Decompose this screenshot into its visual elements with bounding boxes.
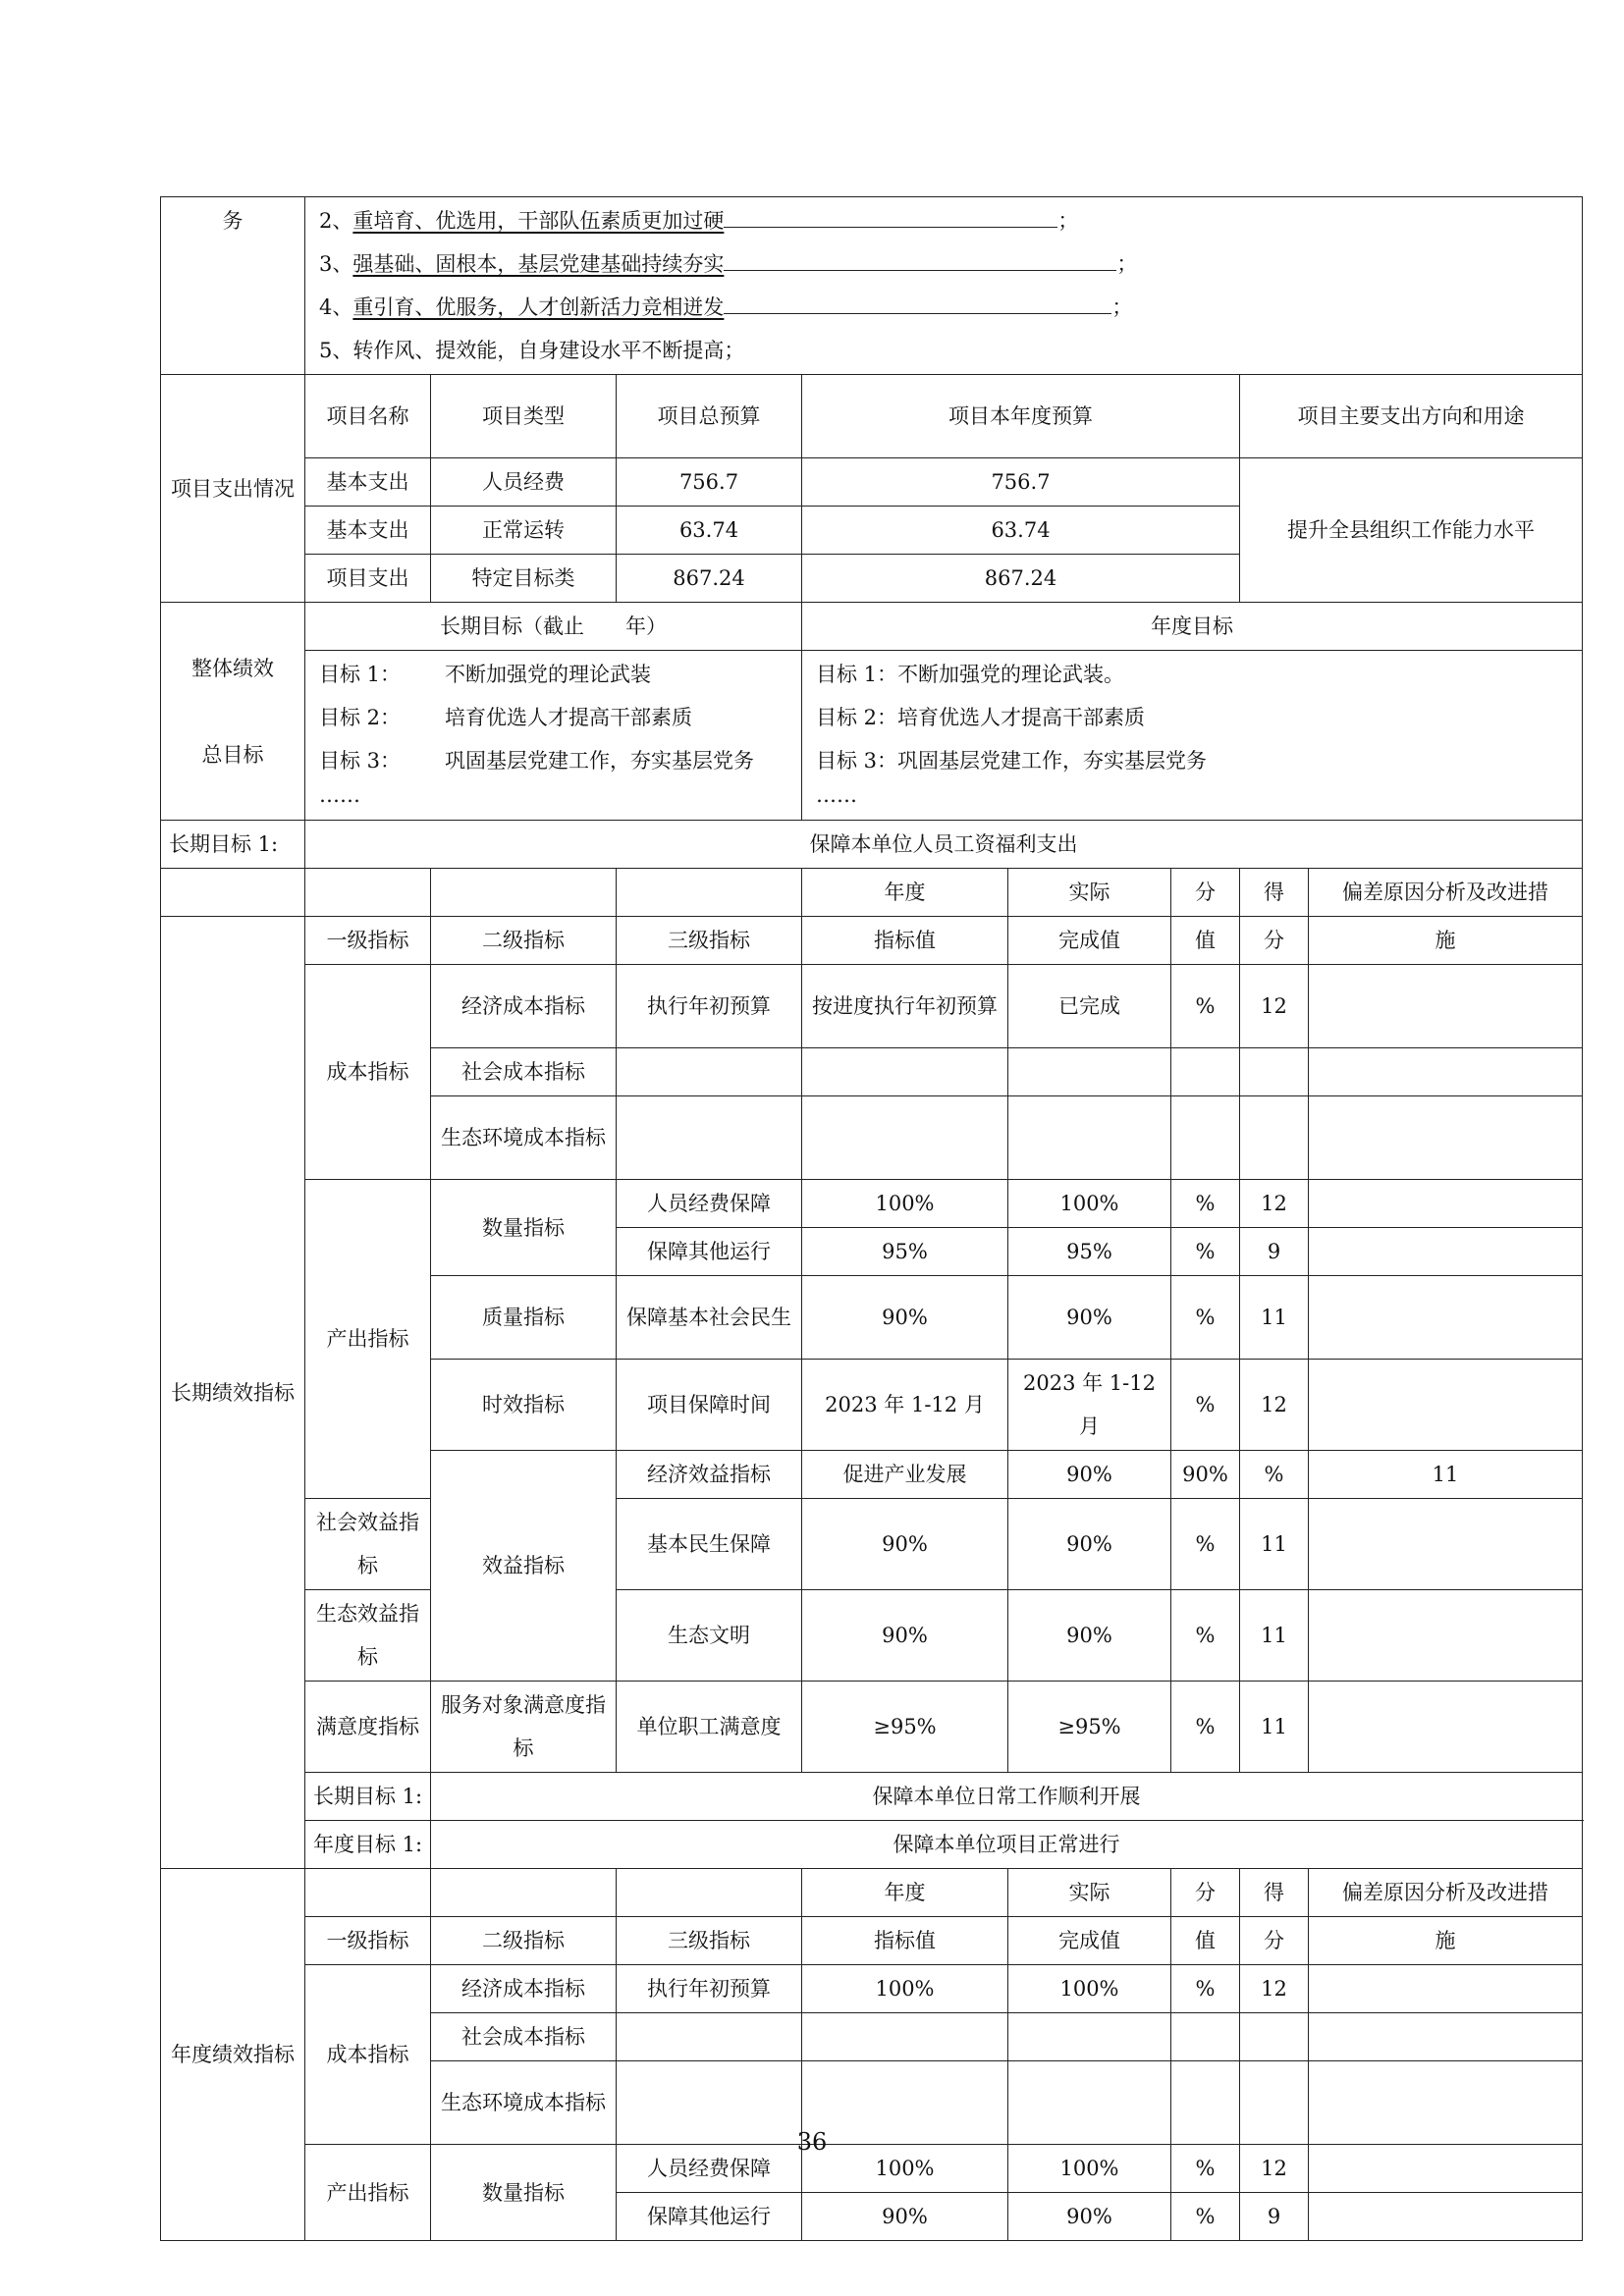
- annual-indicators-label: 年度绩效指标: [161, 1869, 305, 2241]
- table-row: 社会成本指标: [161, 1048, 1583, 1096]
- indicator-header-row-bottom: 长期绩效指标 一级指标 二级指标 三级指标 指标值 完成值 值 分 施: [161, 917, 1583, 965]
- expenditure-usage: 提升全县组织工作能力水平: [1240, 458, 1583, 603]
- tasks-row: [161, 197, 1583, 375]
- table-row: 保障其他运行 95% 95% % 9: [161, 1228, 1583, 1276]
- header-project-name: 项目名称: [305, 375, 431, 458]
- table-row: 项目支出 特定目标类 867.24 867.24: [161, 555, 1583, 603]
- table-row: 保障其他运行 90% 90% % 9: [161, 2193, 1583, 2241]
- overall-goal-header-row: [161, 603, 1583, 651]
- overall-goal-label: 整体绩效 总目标: [161, 603, 305, 821]
- expenditure-label: 项目支出情况: [161, 375, 305, 603]
- annual-goal-header: 年度目标: [802, 603, 1583, 651]
- long-goal-row: 长期目标 1: 保障本单位人员工资福利支出: [161, 821, 1583, 869]
- table-row: 社会成本指标: [161, 2013, 1583, 2061]
- annual-goal-row: 年度目标 1: 保障本单位项目正常进行: [161, 1821, 1583, 1869]
- annual-goals: 目标 1：不断加强党的理论武装。 目标 2：培育优选人才提高干部素质 目标 3：巩固基层党建工作，夯实基层党务 ……: [802, 651, 1583, 821]
- indicator-header-row-bottom: 一级指标 二级指标 三级指标 指标值 完成值 值 分 施: [161, 1917, 1583, 1965]
- long-indicators-label: 长期绩效指标: [161, 917, 305, 1869]
- list-item: 目标 2： 培育优选人才提高干部素质: [319, 706, 692, 729]
- long-term-goals: 目标 1： 不断加强党的理论武装 目标 2： 培育优选人才提高干部素质 目标 3： 巩固基层党建工作，夯实基层党务 ……: [305, 651, 802, 821]
- task-item: 4、重引育、优服务，人才创新活力竞相迸发 ；: [319, 286, 1576, 329]
- table-row: 质量指标 保障基本社会民生 90% 90% % 11: [161, 1276, 1583, 1360]
- table-row: 成本指标 经济成本指标 执行年初预算 100% 100% % 12: [161, 1965, 1583, 2013]
- list-item: 目标 3： 巩固基层党建工作，夯实基层党务: [319, 749, 754, 773]
- table-row: 满意度指标 服务对象满意度指标 单位职工满意度 ≥95% ≥95% % 11: [161, 1682, 1583, 1773]
- table-row: 生态环境成本指标: [161, 2061, 1583, 2145]
- list-item: 目标 1：不断加强党的理论武装。: [816, 663, 1125, 686]
- task-item: 5、转作风、提效能，自身建设水平不断提高；: [319, 339, 745, 362]
- tasks-cell: [305, 197, 1583, 375]
- indicator-header-row-top: 年度绩效指标 年度 实际 分 得 偏差原因分析及改进措: [161, 1869, 1583, 1917]
- list-item: 目标 1： 不断加强党的理论武装: [319, 663, 651, 686]
- table-row: 产出指标 数量指标 人员经费保障 100% 100% % 12: [161, 1180, 1583, 1228]
- header-annual-budget: 项目本年度预算: [802, 375, 1240, 458]
- table-row: 社会效益指标 基本民生保障 90% 90% % 11: [161, 1499, 1583, 1590]
- list-item: 目标 3：巩固基层党建工作，夯实基层党务: [816, 749, 1208, 773]
- expenditure-header-row: [161, 375, 1583, 458]
- list-item: 目标 2：培育优选人才提高干部素质: [816, 706, 1146, 729]
- table-row: 产出指标 数量指标 人员经费保障 100% 100% % 12: [161, 2145, 1583, 2193]
- performance-table-page: [160, 196, 1582, 2241]
- header-usage: 项目主要支出方向和用途: [1240, 375, 1583, 458]
- table-row: 效益指标 经济效益指标 促进产业发展 90% 90% % 11: [161, 1451, 1583, 1499]
- page-number: 36: [796, 2128, 828, 2156]
- table-row: 生态效益指标 生态文明 90% 90% % 11: [161, 1590, 1583, 1682]
- task-item: 3、强基础、固根本，基层党建基础持续夯实 ；: [319, 242, 1576, 286]
- table-row: 成本指标 经济成本指标 执行年初预算 按进度执行年初预算 已完成 % 12: [161, 965, 1583, 1048]
- table-row: 时效指标 项目保障时间 2023 年 1-12 月 2023 年 1-12 月 % 12: [161, 1360, 1583, 1451]
- long-term-goal-header: 长期目标（截止 年）: [305, 603, 802, 651]
- performance-table: [160, 196, 1583, 2241]
- header-project-type: 项目类型: [431, 375, 617, 458]
- table-row: 基本支出 人员经费 756.7 756.7 提升全县组织工作能力水平: [161, 458, 1583, 507]
- overall-goal-content-row: [161, 651, 1583, 821]
- task-item: 2、重培育、优选用，干部队伍素质更加过硬 ；: [319, 199, 1576, 242]
- long-goal-row-2: 长期目标 1: 保障本单位日常工作顺利开展: [161, 1773, 1583, 1821]
- tasks-label: 务: [161, 197, 305, 375]
- table-row: 生态环境成本指标: [161, 1096, 1583, 1180]
- table-row: 基本支出 正常运转 63.74 63.74: [161, 507, 1583, 555]
- header-total-budget: 项目总预算: [617, 375, 802, 458]
- indicator-header-row-top: 年度 实际 分 得 偏差原因分析及改进措: [161, 869, 1583, 917]
